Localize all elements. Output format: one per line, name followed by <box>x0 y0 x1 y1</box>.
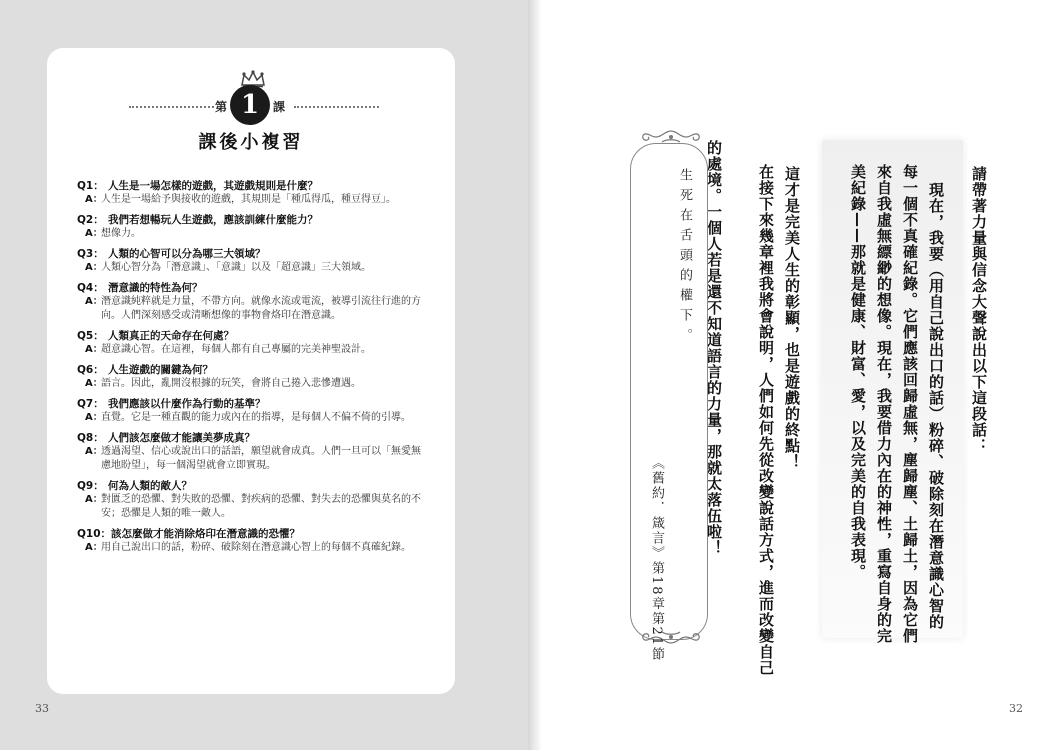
intro-text: 請帶著力量與信念大聲說出以下這段話： <box>970 166 988 454</box>
review-title: 課後小複習 <box>198 132 304 153</box>
body-line: 這才是完美人生的彰顯，也是遊戲的終點！ <box>783 166 801 470</box>
question <box>77 479 427 493</box>
question <box>77 431 427 445</box>
answer-mark: A： <box>85 296 103 307</box>
bible-quote: 生死在舌頭的權下。 <box>677 168 692 348</box>
qa-item <box>77 527 427 555</box>
answer <box>77 261 427 275</box>
answer-text: 超意識心智。在這裡，每個人都有自己專屬的完美神聖設計。 <box>101 344 371 355</box>
question-label: Q8： <box>77 432 104 444</box>
affirmation-line: 來自我虛無縹緲的想像。現在，我要借力內在的神性，重寫自身的完 <box>875 164 893 644</box>
answer-mark: A： <box>85 194 103 205</box>
question <box>77 281 427 295</box>
answer <box>77 445 427 473</box>
question <box>77 363 427 377</box>
answer-mark: A： <box>85 542 103 553</box>
answer <box>77 493 427 521</box>
qa-item <box>77 281 427 323</box>
answer-text: 人類心智分為「潛意識」、「意識」以及「超意識」三大領域。 <box>101 262 371 273</box>
answer-mark: A： <box>85 262 103 273</box>
answer <box>77 193 427 207</box>
question-text: 何為人類的敵人？ <box>108 480 192 492</box>
page-number-right: 32 <box>1009 702 1023 715</box>
answer-mark: A： <box>85 228 103 239</box>
answer-mark: A： <box>85 378 103 389</box>
question-text: 人們該怎麼做才能讓美夢成真？ <box>108 432 255 444</box>
answer-text: 透過渴望、信心或說出口的話語，願望就會成真。人們一旦可以「無愛無慮地盼望」，每一個渴望就會立即實現。 <box>101 446 421 471</box>
answer-text: 想像力。 <box>101 228 141 239</box>
question <box>77 247 427 261</box>
answer <box>77 295 427 323</box>
body-line: 在接下來幾章裡我將會說明，人們如何先從改變說話方式，進而改變自己 <box>757 164 775 676</box>
qa-item <box>77 179 427 207</box>
answer <box>77 227 427 241</box>
question-label: Q7： <box>77 398 104 410</box>
question-text: 該怎麼做才能消除烙印在潛意識的恐懼？ <box>111 528 301 540</box>
answer <box>77 377 427 391</box>
question-text: 人類真正的天命存在何處？ <box>108 330 234 342</box>
answer-text: 直覺。它是一種直觀的能力或內在的指導，是每個人不偏不倚的引導。 <box>101 412 411 423</box>
quote-source: 《舊約．箴言》第18章第21節 <box>649 456 664 663</box>
question-label: Q1： <box>77 180 104 192</box>
question-label: Q10： <box>77 528 112 540</box>
dotted-rule-left <box>129 106 214 108</box>
review-card <box>47 48 455 694</box>
question <box>77 527 427 541</box>
answer-text: 語言。因此，亂開沒根據的玩笑，會將自己捲入悲慘遭遇。 <box>101 378 361 389</box>
ornament-top-icon <box>640 128 702 146</box>
answer-text: 對匱乏的恐懼、對失敗的恐懼、對疾病的恐懼、對失去的恐懼與莫名的不安；恐懼是人類的唯一敵人。 <box>101 494 421 519</box>
answer <box>77 541 427 555</box>
question-text: 人生是一場怎樣的遊戲，其遊戲規則是什麼？ <box>108 180 318 192</box>
question-text: 我們應該以什麼作為行動的基準？ <box>108 398 266 410</box>
qa-item <box>77 363 427 391</box>
question-label: Q5： <box>77 330 104 342</box>
quote-frame <box>630 143 708 640</box>
left-page <box>0 0 528 750</box>
answer-mark: A： <box>85 446 103 457</box>
question <box>77 179 427 193</box>
answer-mark: A： <box>85 344 103 355</box>
qa-item <box>77 247 427 275</box>
affirmation-line: 每一個不真確紀錄。它們應該回歸虛無，塵歸塵、土歸土，因為它們 <box>901 164 919 644</box>
lesson-suffix: 課 <box>273 100 286 114</box>
question-label: Q3： <box>77 248 104 260</box>
question-label: Q9： <box>77 480 104 492</box>
question <box>77 329 427 343</box>
question <box>77 397 427 411</box>
answer-mark: A： <box>85 494 103 505</box>
page-number-left: 33 <box>35 702 49 715</box>
question-text: 我們若想暢玩人生遊戲，應該訓練什麼能力？ <box>108 214 318 226</box>
question <box>77 213 427 227</box>
lesson-number-badge: 1 <box>230 85 270 125</box>
qa-item <box>77 213 427 241</box>
answer-text: 潛意識純粹就是力量，不帶方向。就像水流或電流，被導引流往行進的方向。人們深刻感受或清晰想像的事物會烙印在潛意識。 <box>101 296 421 321</box>
lesson-prefix: 第 <box>215 100 228 114</box>
qa-item <box>77 329 427 357</box>
qa-item <box>77 397 427 425</box>
qa-list <box>77 179 427 561</box>
question-text: 潛意識的特性為何？ <box>108 282 203 294</box>
affirmation-line: 美紀錄——那就是健康、財富、愛，以及完美的自我表現。 <box>849 164 867 580</box>
affirmation-line: 現在，我要（用自己說出口的話）粉碎、破除刻在潛意識心智的 <box>927 182 945 630</box>
qa-item <box>77 431 427 473</box>
lesson-header <box>47 70 455 128</box>
qa-item <box>77 479 427 521</box>
body-line: 的處境。一個人若是還不知道語言的力量，那就太落伍啦！ <box>705 140 723 556</box>
answer <box>77 343 427 357</box>
answer-text: 用自己說出口的話，粉碎、破除刻在潛意識心智上的每個不真確紀錄。 <box>101 542 411 553</box>
answer <box>77 411 427 425</box>
question-label: Q6： <box>77 364 104 376</box>
question-label: Q4： <box>77 282 104 294</box>
answer-mark: A： <box>85 412 103 423</box>
question-text: 人類的心智可以分為哪三大領域？ <box>108 248 266 260</box>
gutter-shadow <box>528 0 542 750</box>
question-label: Q2： <box>77 214 104 226</box>
question-text: 人生遊戲的關鍵為何？ <box>108 364 213 376</box>
dotted-rule-right <box>294 106 379 108</box>
answer-text: 人生是一場給予與接收的遊戲，其規則是「種瓜得瓜，種豆得豆」。 <box>101 194 396 205</box>
